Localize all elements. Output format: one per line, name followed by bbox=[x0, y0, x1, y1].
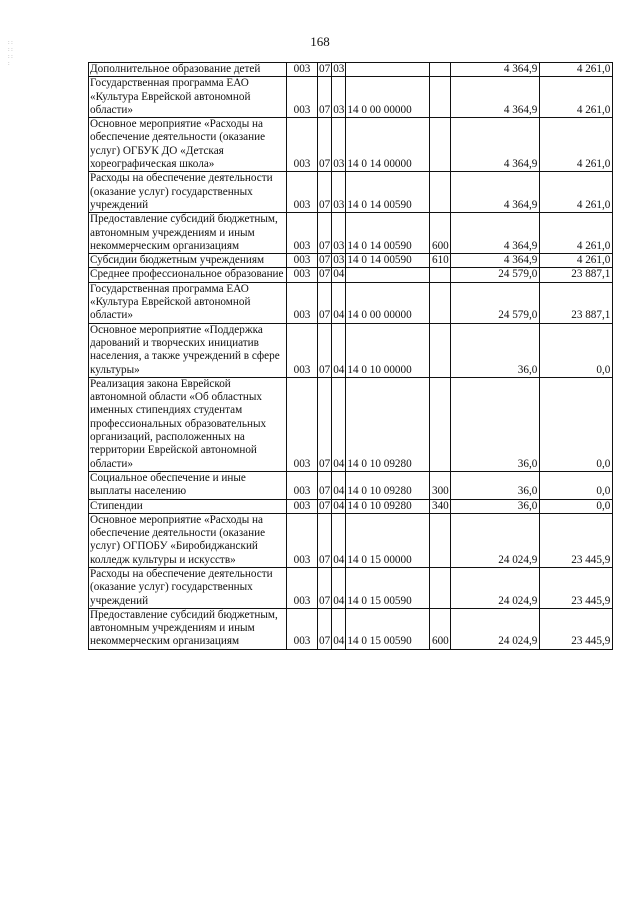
expense-type-code: 340 bbox=[430, 499, 451, 513]
section-code: 07 bbox=[318, 77, 332, 118]
target-article-code: 14 0 14 00000 bbox=[346, 118, 430, 172]
table-row bbox=[89, 118, 613, 172]
section-code: 07 bbox=[318, 608, 332, 649]
admin-code: 003 bbox=[287, 471, 318, 499]
subsection-code: 04 bbox=[333, 268, 345, 281]
amount-year-2: 23 445,9 bbox=[540, 567, 613, 608]
admin-code: 003 bbox=[287, 63, 318, 77]
expense-type-code: 610 bbox=[430, 254, 451, 268]
admin-code: 003 bbox=[287, 254, 318, 268]
amount-year-2: 4 261,0 bbox=[540, 118, 613, 172]
target-article-code: 14 0 15 00000 bbox=[346, 513, 430, 567]
expenditure-name: Дополнительное образование детей bbox=[89, 63, 287, 77]
amount-year-1: 4 364,9 bbox=[451, 213, 540, 254]
table-row bbox=[89, 213, 613, 254]
amount-year-2: 0,0 bbox=[540, 323, 613, 377]
amount-year-1: 4 364,9 bbox=[451, 63, 540, 77]
expense-type-code bbox=[430, 63, 451, 77]
amount-year-1: 24 579,0 bbox=[451, 268, 540, 282]
expenditure-name: Государственная программа ЕАО «Культура Еврейской автономной области» bbox=[89, 77, 287, 118]
section-code: 07 bbox=[319, 254, 331, 267]
expenditure-name: Среднее профессиональное образование bbox=[89, 268, 287, 282]
expenditure-name: Основное мероприятие «Поддержка дарований и творческих инициатив населения, а также учреждений в сфере культуры» bbox=[89, 323, 287, 377]
admin-code: 003 bbox=[287, 377, 318, 471]
target-article-code: 14 0 15 00590 bbox=[346, 567, 430, 608]
amount-year-1: 24 024,9 bbox=[451, 567, 540, 608]
amount-year-1: 4 364,9 bbox=[451, 254, 540, 268]
subsection-code: 04 bbox=[332, 282, 346, 323]
table-row bbox=[89, 471, 613, 499]
subsection-code: 03 bbox=[332, 213, 346, 254]
subsection-code: 03 bbox=[332, 172, 346, 213]
amount-year-2: 23 445,9 bbox=[540, 513, 613, 567]
amount-year-1: 36,0 bbox=[451, 471, 540, 499]
expense-type-code: 600 bbox=[430, 608, 451, 649]
amount-year-1: 24 024,9 bbox=[451, 513, 540, 567]
expenditure-name: Предоставление субсидий бюджетным, автономным учреждениям и иным некоммерческим организациям bbox=[89, 213, 287, 254]
target-article-code: 14 0 10 00000 bbox=[346, 323, 430, 377]
amount-year-1: 24 579,0 bbox=[451, 282, 540, 323]
section-code: 07 bbox=[318, 323, 332, 377]
section-code: 07 bbox=[318, 118, 332, 172]
amount-year-1: 4 364,9 bbox=[451, 118, 540, 172]
table-row bbox=[89, 254, 613, 268]
subsection-code: 04 bbox=[332, 608, 346, 649]
admin-code: 003 bbox=[287, 118, 318, 172]
subsection-code: 04 bbox=[332, 471, 346, 499]
amount-year-2: 0,0 bbox=[540, 471, 613, 499]
subsection-code: 03 bbox=[332, 77, 346, 118]
subsection-code: 04 bbox=[333, 499, 345, 512]
table-row bbox=[89, 499, 613, 513]
target-article-code: 14 0 15 00590 bbox=[346, 608, 430, 649]
expense-type-code: 300 bbox=[430, 471, 451, 499]
expenditure-name: Социальное обеспечение и иные выплаты населению bbox=[89, 471, 287, 499]
target-article-code: 14 0 14 00590 bbox=[346, 213, 430, 254]
table-row bbox=[89, 608, 613, 649]
budget-table-body bbox=[89, 63, 613, 650]
binding-marks: : : : : : : : bbox=[8, 40, 13, 67]
section-code: 07 bbox=[319, 63, 331, 75]
expense-type-code bbox=[430, 77, 451, 118]
target-article-code: 14 0 10 09280 bbox=[346, 471, 430, 499]
amount-year-2: 23 445,9 bbox=[540, 608, 613, 649]
admin-code: 003 bbox=[287, 323, 318, 377]
section-code: 07 bbox=[318, 513, 332, 567]
expense-type-code bbox=[430, 323, 451, 377]
table-row bbox=[89, 268, 613, 282]
amount-year-2: 23 887,1 bbox=[540, 268, 613, 282]
expense-type-code: 600 bbox=[430, 213, 451, 254]
subsection-code: 04 bbox=[332, 323, 346, 377]
amount-year-2: 4 261,0 bbox=[540, 172, 613, 213]
expenditure-name: Основное мероприятие «Расходы на обеспечение деятельности (оказание услуг) ОГПОБУ «Биробиджанский колледж культуры и искусств» bbox=[89, 513, 287, 567]
target-article-code: 14 0 14 00590 bbox=[346, 172, 430, 213]
amount-year-1: 4 364,9 bbox=[451, 77, 540, 118]
amount-year-1: 36,0 bbox=[451, 499, 540, 513]
table-row bbox=[89, 172, 613, 213]
admin-code: 003 bbox=[287, 567, 318, 608]
amount-year-1: 4 364,9 bbox=[451, 172, 540, 213]
amount-year-2: 4 261,0 bbox=[540, 254, 613, 268]
amount-year-2: 4 261,0 bbox=[540, 63, 613, 77]
amount-year-2: 0,0 bbox=[540, 499, 613, 513]
expenditure-name: Государственная программа ЕАО «Культура Еврейской автономной области» bbox=[89, 282, 287, 323]
target-article-code: 14 0 00 00000 bbox=[346, 77, 430, 118]
target-article-code bbox=[346, 63, 430, 77]
table-row bbox=[89, 377, 613, 471]
admin-code: 003 bbox=[287, 608, 318, 649]
expenditure-name: Реализация закона Еврейской автономной области «Об областных именных стипендиях студентам профессиональных образовательных организаций, расположенных на территории Еврейской автономной области» bbox=[89, 377, 287, 471]
expenditure-name: Стипендии bbox=[89, 499, 287, 513]
expenditure-name: Основное мероприятие «Расходы на обеспечение деятельности (оказание услуг) ОГБУК ДО «Детская хореографическая школа» bbox=[89, 118, 287, 172]
budget-table bbox=[88, 62, 613, 650]
expense-type-code bbox=[430, 567, 451, 608]
expense-type-code bbox=[430, 513, 451, 567]
target-article-code: 14 0 00 00000 bbox=[346, 282, 430, 323]
target-article-code: 14 0 10 09280 bbox=[346, 377, 430, 471]
admin-code: 003 bbox=[287, 213, 318, 254]
amount-year-1: 36,0 bbox=[451, 323, 540, 377]
target-article-code: 14 0 14 00590 bbox=[346, 254, 430, 268]
section-code: 07 bbox=[319, 268, 331, 281]
target-article-code bbox=[346, 268, 430, 282]
table-row bbox=[89, 63, 613, 77]
section-code: 07 bbox=[318, 282, 332, 323]
admin-code: 003 bbox=[287, 282, 318, 323]
expense-type-code bbox=[430, 172, 451, 213]
expenditure-name: Предоставление субсидий бюджетным, автономным учреждениям и иным некоммерческим организациям bbox=[89, 608, 287, 649]
expense-type-code bbox=[430, 377, 451, 471]
expenditure-name: Субсидии бюджетным учреждениям bbox=[89, 254, 287, 268]
expense-type-code bbox=[430, 268, 451, 282]
admin-code: 003 bbox=[287, 499, 318, 513]
section-code: 07 bbox=[318, 377, 332, 471]
admin-code: 003 bbox=[287, 77, 318, 118]
admin-code: 003 bbox=[287, 513, 318, 567]
page-number: 168 bbox=[310, 34, 330, 49]
table-row bbox=[89, 323, 613, 377]
expense-type-code bbox=[430, 282, 451, 323]
table-row bbox=[89, 567, 613, 608]
section-code: 07 bbox=[319, 499, 331, 512]
admin-code: 003 bbox=[287, 172, 318, 213]
section-code: 07 bbox=[318, 567, 332, 608]
table-row bbox=[89, 77, 613, 118]
table-row bbox=[89, 282, 613, 323]
amount-year-2: 23 887,1 bbox=[540, 282, 613, 323]
amount-year-2: 4 261,0 bbox=[540, 213, 613, 254]
table-row bbox=[89, 513, 613, 567]
subsection-code: 04 bbox=[332, 513, 346, 567]
subsection-code: 04 bbox=[332, 567, 346, 608]
amount-year-1: 24 024,9 bbox=[451, 608, 540, 649]
expenditure-name: Расходы на обеспечение деятельности (оказание услуг) государственных учреждений bbox=[89, 567, 287, 608]
subsection-code: 04 bbox=[332, 377, 346, 471]
admin-code: 003 bbox=[287, 268, 318, 282]
expense-type-code bbox=[430, 118, 451, 172]
section-code: 07 bbox=[318, 213, 332, 254]
amount-year-1: 36,0 bbox=[451, 377, 540, 471]
section-code: 07 bbox=[318, 471, 332, 499]
target-article-code: 14 0 10 09280 bbox=[346, 499, 430, 513]
amount-year-2: 0,0 bbox=[540, 377, 613, 471]
expenditure-name: Расходы на обеспечение деятельности (оказание услуг) государственных учреждений bbox=[89, 172, 287, 213]
subsection-code: 03 bbox=[332, 118, 346, 172]
subsection-code: 03 bbox=[333, 63, 345, 75]
section-code: 07 bbox=[318, 172, 332, 213]
subsection-code: 03 bbox=[333, 254, 345, 267]
amount-year-2: 4 261,0 bbox=[540, 77, 613, 118]
